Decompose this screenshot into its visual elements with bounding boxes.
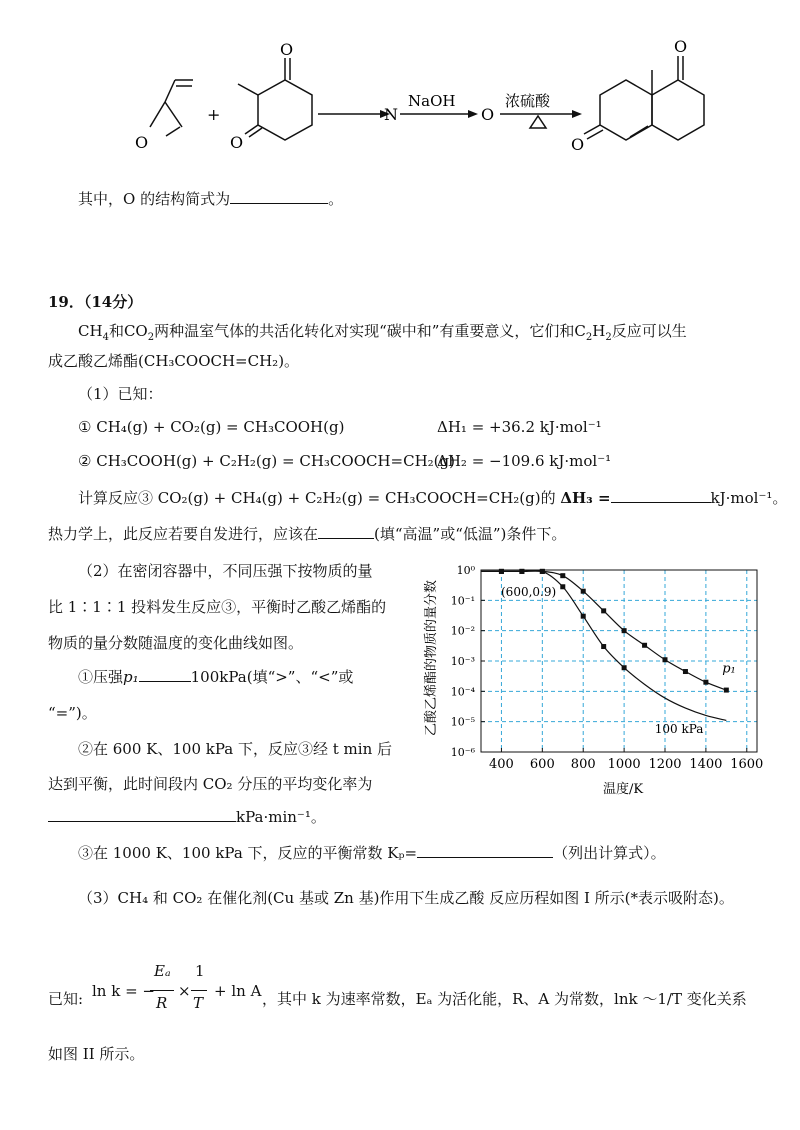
formula-times: × — [178, 982, 191, 1000]
series-0-point-12 — [724, 688, 729, 693]
formula-frac-bar-2 — [191, 990, 207, 991]
x-tick-label-1200: 1200 — [648, 757, 682, 772]
x-tick-label-1000: 1000 — [607, 757, 641, 772]
question-a-line1 — [78, 666, 353, 687]
equation-2: ② CH₃COOH(g) + C₂H₂(g) = CH₃COOCH=CH₂(g) — [78, 452, 455, 470]
question-b-line1: ②在 600 K、100 kPa 下，反应③经 t min 后 — [78, 740, 393, 758]
series-1-point-6 — [601, 644, 606, 649]
last-line: 如图 II 所示。 — [48, 1045, 145, 1063]
intro-end: 反应可以生 — [611, 322, 687, 340]
part3-line: （3）CH₄ 和 CO₂ 在催化剂(Cu 基或 Zn 基)作用下生成乙酸 反应历程如图 I 所示(*表示吸附态)。 — [78, 889, 734, 907]
formula-lnk: ln k = − — [92, 982, 155, 1000]
answer-blank-delta-h3[interactable] — [611, 488, 711, 503]
y-tick-label-0: 10⁰ — [456, 564, 475, 577]
delta-h3-label: ΔH₃ = — [560, 489, 611, 507]
x-tick-label-1600: 1600 — [730, 757, 764, 772]
question-c-text: ③在 1000 K、100 kPa 下，反应的平衡常数 Kₚ= — [78, 844, 418, 862]
question-c-hint: （列出计算式）。 — [553, 844, 666, 862]
answer-blank-o-structure[interactable] — [230, 189, 328, 204]
question-b-line2: 达到平衡，此时间段内 CO₂ 分压的平均变化率为 — [48, 775, 373, 793]
series-1-point-2 — [519, 569, 524, 574]
intro-h: H — [592, 322, 606, 340]
scheme-reagent-naoh: NaOH — [408, 92, 456, 110]
part2-line2: 比 1∶1∶1 投料发生反应③，平衡时乙酸乙烯酯的 — [48, 598, 387, 616]
known-tail: ，其中 k 为速率常数，Eₐ 为活化能，R、A 为常数，lnk ～1/T 变化关系 — [262, 990, 747, 1008]
q19-score: （14分） — [83, 293, 143, 311]
scheme-atom-o1: O — [135, 133, 149, 152]
formula-one: 1 — [195, 962, 205, 980]
y-tick-label-5: 10⁻⁵ — [450, 715, 475, 729]
delta-h1: ΔH₁ = +36.2 kJ·mol⁻¹ — [437, 418, 602, 436]
question-a-line2: “=”)。 — [48, 704, 97, 722]
equation-3: 计算反应③ CO₂(g) + CH₄(g) + C₂H₂(g) = CH₃COOCH=CH₂(g)的 — [78, 489, 561, 507]
series-label-100kpa: 100 kPa — [654, 722, 704, 737]
thermo-line — [48, 523, 566, 544]
formula-frac-bar-1 — [150, 990, 174, 991]
series-1-point-4 — [560, 584, 565, 589]
known-label: 已知: — [48, 990, 84, 1008]
x-tick-label-600: 600 — [529, 757, 555, 772]
question-c-line — [78, 842, 666, 863]
formula-ea: Eₐ — [154, 962, 171, 980]
q19-number: 19． — [48, 293, 84, 311]
y-tick-label-1: 10⁻¹ — [450, 594, 475, 608]
part2-line1: （2）在密闭容器中，不同压强下按物质的量 — [78, 562, 373, 580]
y-tick-label-3: 10⁻³ — [450, 655, 475, 668]
part2-line3: 物质的量分数随温度的变化曲线如图。 — [48, 634, 304, 652]
intro-mid: 两种温室气体的共活化转化对实现“碳中和”有重要意义，它们和C — [154, 322, 586, 340]
formula-r: R — [156, 994, 168, 1012]
x-tick-label-800: 800 — [570, 757, 596, 772]
series-0-point-9 — [663, 657, 668, 662]
equation-1: ① CH₄(g) + CO₂(g) = CH₃COOH(g) — [78, 418, 345, 436]
q19-heading — [48, 291, 142, 312]
question-b-line3 — [48, 806, 326, 827]
formula-t: T — [193, 994, 204, 1012]
mole-fraction-chart — [395, 548, 780, 800]
series-label-p1: p₁ — [722, 661, 736, 677]
y-tick-label-6: 10⁻⁶ — [450, 746, 475, 759]
q19-intro-line1: $CH_4$和$CO_2$两种温室气体的共活化转化对实现“碳中和”有重要意义，它们和$C_2H_2$反应可以生 — [78, 322, 687, 343]
x-axis-label: 温度/K — [602, 782, 644, 797]
intro-ch: CH — [78, 322, 103, 340]
answer-blank-rate[interactable] — [48, 807, 236, 822]
chart-annotation: (600,0.9) — [501, 585, 557, 599]
q18-tail-period: 。 — [328, 190, 344, 208]
thermo-hint: (填“高温”或“低温”)条件下。 — [374, 525, 567, 543]
series-1-point-7 — [622, 665, 627, 670]
q18-tail — [78, 188, 343, 209]
answer-blank-temperature[interactable] — [318, 524, 374, 539]
chart-ticks — [451, 564, 764, 772]
q18-tail-text: 其中，O 的结构简式为 — [78, 190, 231, 208]
x-tick-label-1400: 1400 — [689, 757, 723, 772]
answer-blank-kp[interactable] — [417, 843, 553, 858]
series-0-point-4 — [560, 573, 565, 578]
part1-heading: （1）已知： — [78, 385, 163, 403]
rate-formula — [92, 962, 262, 1018]
formula-plus-ln-a: + ln A — [214, 982, 262, 1000]
q19-intro-line2: 成乙酸乙烯酯(CH₃COOCH=CH₂)。 — [48, 352, 300, 370]
scheme-plus: + — [207, 105, 221, 124]
y-tick-label-2: 10⁻² — [450, 624, 475, 638]
reaction-scheme — [0, 0, 800, 165]
scheme-atom-o2: O — [280, 40, 294, 59]
series-0-point-7 — [622, 628, 627, 633]
thermo-text: 热力学上，此反应若要自发进行，应该在 — [48, 525, 319, 543]
series-0-point-11 — [703, 680, 708, 685]
delta-h2: ΔH₂ = −109.6 kJ·mol⁻¹ — [437, 452, 612, 470]
answer-blank-pressure[interactable] — [139, 667, 191, 682]
intro-co: 和CO — [108, 322, 148, 340]
scheme-atom-o3: O — [230, 133, 244, 152]
x-tick-label-400: 400 — [489, 757, 514, 772]
scheme-label-n: N — [384, 105, 398, 124]
series-1-point-3 — [540, 569, 545, 574]
scheme-label-o: O — [481, 105, 495, 124]
delta-h3-unit: kJ·mol⁻¹。 — [710, 489, 788, 507]
question-b-unit: kPa·min⁻¹。 — [236, 808, 326, 826]
equation-3-line — [78, 487, 787, 508]
series-0-point-8 — [642, 643, 647, 648]
series-1-point-1 — [499, 569, 504, 574]
series-1-point-5 — [581, 614, 586, 619]
question-a-text: ①压强 — [78, 668, 124, 686]
series-0-point-5 — [581, 589, 586, 594]
scheme-atom-o5: O — [571, 135, 585, 154]
y-axis-label: 乙酸乙烯酯的物质的量分数 — [424, 579, 439, 737]
series-0-point-10 — [683, 669, 688, 674]
question-a-hint: 100kPa(填“>”、“<”或 — [190, 668, 354, 686]
series-0-point-6 — [601, 608, 606, 613]
scheme-reagent-acid: 浓硫酸 — [505, 92, 551, 110]
y-tick-label-4: 10⁻⁴ — [450, 685, 475, 699]
scheme-atom-o4: O — [674, 37, 688, 56]
question-a-p1: p₁ — [123, 668, 139, 686]
